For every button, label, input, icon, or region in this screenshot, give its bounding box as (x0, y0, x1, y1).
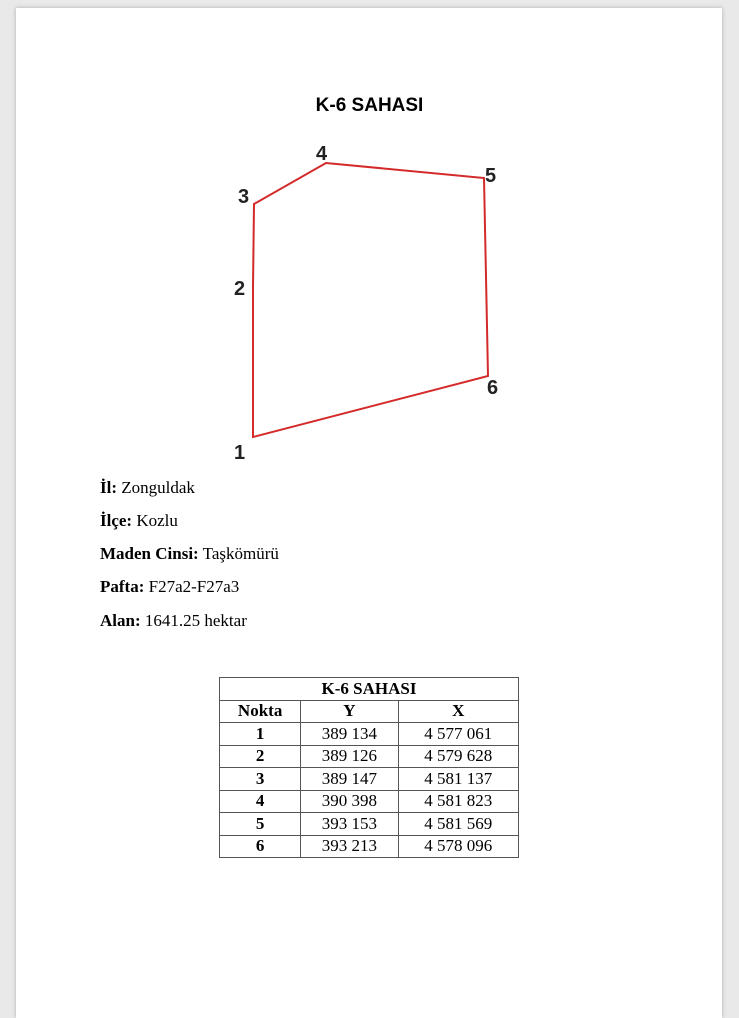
cell-y: 389 126 (301, 745, 398, 768)
cell-y: 393 213 (301, 835, 398, 858)
table-row (220, 745, 519, 768)
map-title: K-6 SAHASI (315, 95, 424, 116)
alan-label: Alan: (100, 611, 141, 630)
cell-nokta: 1 (220, 723, 301, 746)
cell-nokta: 6 (220, 835, 301, 858)
info-il (100, 478, 195, 498)
ilce-value: Kozlu (136, 511, 178, 530)
info-pafta (100, 577, 239, 597)
cell-x: 4 579 628 (398, 745, 518, 768)
info-maden-cinsi (100, 544, 279, 564)
cell-y: 390 398 (301, 790, 398, 813)
point-label-5: 5 (485, 165, 497, 187)
point-label-2: 2 (234, 278, 246, 300)
coordinates-table (219, 677, 519, 858)
pafta-value: F27a2-F27a3 (148, 577, 240, 596)
cell-nokta: 5 (220, 813, 301, 836)
point-label-1: 1 (234, 442, 246, 464)
point-label-3: 3 (238, 186, 250, 208)
header-nokta: Nokta (220, 700, 301, 723)
cell-x: 4 578 096 (398, 835, 518, 858)
alan-value: 1641.25 hektar (144, 611, 247, 630)
maden-value: Taşkömürü (202, 544, 279, 563)
table-row (220, 813, 519, 836)
cell-nokta: 3 (220, 768, 301, 791)
cell-y: 389 147 (301, 768, 398, 791)
point-label-4: 4 (316, 143, 328, 165)
header-y: Y (301, 700, 398, 723)
cell-nokta: 4 (220, 790, 301, 813)
cell-x: 4 581 137 (398, 768, 518, 791)
table-header-row (220, 700, 519, 723)
cell-x: 4 581 823 (398, 790, 518, 813)
ilce-label: İlçe: (100, 511, 133, 530)
cell-nokta: 2 (220, 745, 301, 768)
table-title: K-6 SAHASI (220, 678, 519, 701)
parcel-boundary (253, 163, 488, 437)
table-row (220, 790, 519, 813)
cell-x: 4 577 061 (398, 723, 518, 746)
maden-label: Maden Cinsi: (100, 544, 199, 563)
cell-y: 389 134 (301, 723, 398, 746)
il-label: İl: (100, 478, 117, 497)
il-value: Zonguldak (121, 478, 195, 497)
point-label-6: 6 (487, 377, 499, 399)
table-row (220, 723, 519, 746)
pafta-label: Pafta: (100, 577, 145, 596)
info-alan (100, 611, 247, 631)
cell-x: 4 581 569 (398, 813, 518, 836)
info-ilce (100, 511, 178, 531)
table-row (220, 768, 519, 791)
parcel-map (0, 0, 739, 470)
header-x: X (398, 700, 518, 723)
cell-y: 393 153 (301, 813, 398, 836)
table-row (220, 835, 519, 858)
table-title-row (220, 678, 519, 701)
